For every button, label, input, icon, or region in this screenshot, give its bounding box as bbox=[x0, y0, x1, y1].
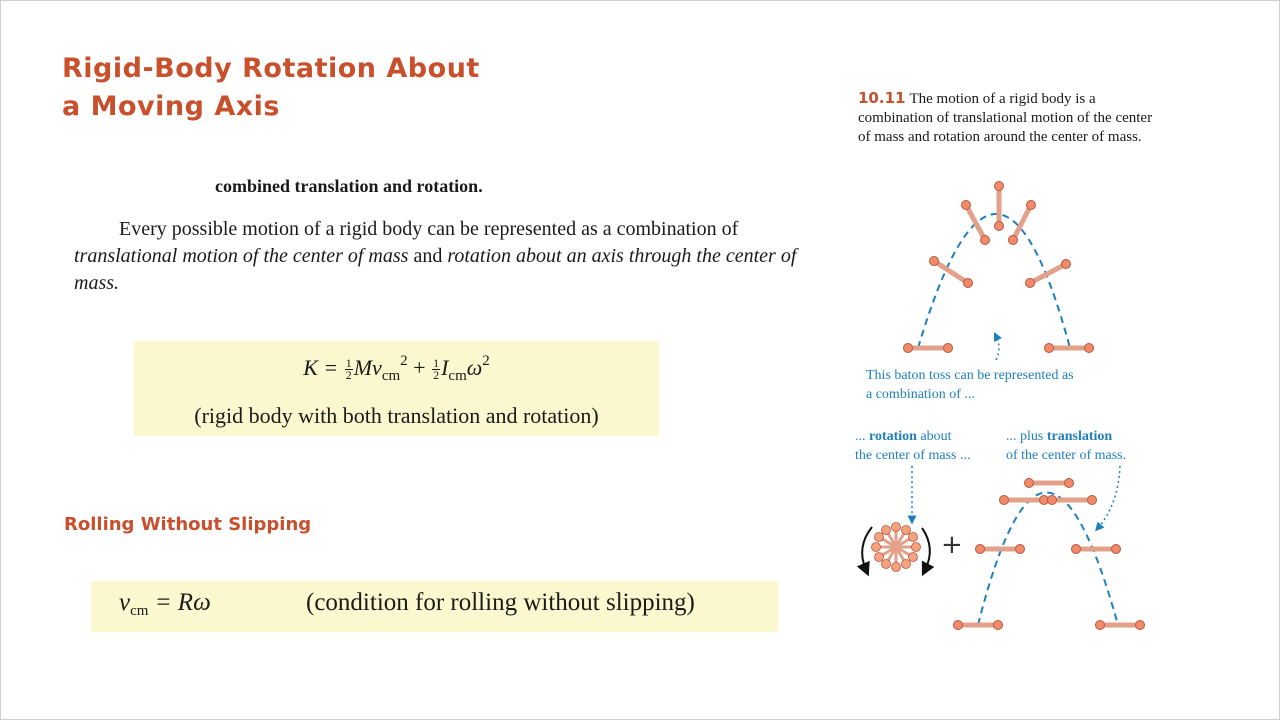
eq1-term2-sub: cm bbox=[448, 368, 467, 384]
baton-top-1-end-b bbox=[944, 344, 953, 353]
rotation-arrow-left bbox=[862, 527, 872, 570]
baton-bottom-1-end-a bbox=[954, 621, 963, 630]
translation-annotation-arrow bbox=[1098, 466, 1120, 528]
eq2-rhs: = Rω bbox=[148, 589, 211, 616]
baton-top-1-end-a bbox=[904, 344, 913, 353]
title-line-1: Rigid-Body Rotation About bbox=[62, 53, 480, 84]
eq1-term2-sup: 2 bbox=[482, 353, 490, 369]
rolling-caption: (condition for rolling without slipping) bbox=[306, 589, 695, 616]
baton-toss-annotation-line-1: This baton toss can be represented as bbox=[866, 368, 1074, 383]
subheading: combined translation and rotation. bbox=[215, 176, 483, 196]
top-trajectory-path bbox=[918, 214, 1070, 348]
eq1-term2-omega: ω bbox=[466, 355, 483, 380]
paragraph-text-1: Every possible motion of a rigid body can be represented as a combination of bbox=[119, 218, 739, 240]
rotation-annotation-line-2: the center of mass ... bbox=[855, 448, 971, 463]
eq1-term1-sup: 2 bbox=[400, 353, 408, 369]
baton-top-3 bbox=[966, 205, 985, 240]
paragraph-italic-1: translational motion of the center of mass bbox=[74, 245, 409, 267]
baton-top-7-end-b bbox=[1085, 344, 1094, 353]
paragraph-text-2: and bbox=[408, 245, 448, 267]
baton-bottom-1-end-b bbox=[994, 621, 1003, 630]
eq1-frac2-den: 2 bbox=[433, 368, 440, 383]
baton-bottom-6-end-b bbox=[1112, 545, 1121, 554]
translation-annotation-prefix: ... plus bbox=[1006, 429, 1047, 444]
baton-top-5-end-a bbox=[1027, 201, 1036, 210]
baton-top-5-end-b bbox=[1009, 236, 1018, 245]
baton-toss-annotation bbox=[866, 366, 1074, 404]
baton-bottom-5-end-a bbox=[1048, 496, 1057, 505]
paragraph-italic-2: rotation about an axis through the center of mass. bbox=[74, 245, 797, 294]
baton-top-3-end-a bbox=[962, 201, 971, 210]
figure-number: 10.11 bbox=[858, 89, 906, 107]
baton-top-2 bbox=[934, 261, 968, 283]
baton-top-6-end-a bbox=[1062, 260, 1071, 269]
rotation-annotation-rest: about bbox=[916, 429, 952, 444]
translation-annotation bbox=[1006, 427, 1126, 465]
baton-top-6 bbox=[1030, 264, 1066, 283]
eq1-term2-var: I bbox=[441, 355, 449, 380]
eq2-lhs-sub: cm bbox=[130, 603, 149, 619]
baton-bottom-2-end-a bbox=[976, 545, 985, 554]
baton-top-2-end-b bbox=[964, 279, 973, 288]
kinetic-energy-caption: (rigid body with both translation and rotation) bbox=[194, 403, 599, 428]
baton-top-2-end-a bbox=[930, 257, 939, 266]
eq1-term1-var: Mv bbox=[353, 355, 382, 380]
bottom-trajectory-path bbox=[978, 493, 1118, 626]
baton-top-4-end-a bbox=[995, 182, 1004, 191]
top-annotation-arrow bbox=[996, 336, 999, 360]
rotation-annotation bbox=[855, 427, 970, 465]
eq1-lhs: K = bbox=[303, 355, 344, 380]
title-line-2: a Moving Axis bbox=[62, 91, 280, 122]
rotation-annotation-bold: rotation bbox=[869, 429, 917, 444]
baton-bottom-5-end-b bbox=[1088, 496, 1097, 505]
eq1-frac1-den: 2 bbox=[345, 368, 352, 383]
baton-bottom-4-end-b bbox=[1065, 479, 1074, 488]
rotation-annotation-prefix: ... bbox=[855, 429, 869, 444]
eq1-frac2-num: 1 bbox=[433, 356, 440, 371]
eq2-lhs-var: v bbox=[119, 589, 131, 616]
baton-top-4-end-b bbox=[995, 222, 1004, 231]
baton-bottom-3-end-a bbox=[1000, 496, 1009, 505]
rotation-rosette bbox=[872, 523, 921, 572]
baton-bottom-6-end-a bbox=[1072, 545, 1081, 554]
baton-bottom-2-end-b bbox=[1016, 545, 1025, 554]
baton-toss-annotation-line-2: a combination of ... bbox=[866, 387, 975, 402]
baton-top-7-end-a bbox=[1045, 344, 1054, 353]
eq1-term1-sub: cm bbox=[381, 368, 401, 384]
baton-top-3-end-b bbox=[981, 236, 990, 245]
baton-bottom-7-end-a bbox=[1096, 621, 1105, 630]
translation-annotation-bold: translation bbox=[1046, 429, 1113, 444]
rolling-section-title: Rolling Without Slipping bbox=[64, 514, 312, 535]
rotation-arrow-right bbox=[922, 528, 930, 570]
baton-top-6-end-b bbox=[1026, 279, 1035, 288]
baton-bottom-4-end-a bbox=[1025, 479, 1034, 488]
eq1-frac1-num: 1 bbox=[345, 356, 352, 371]
baton-bottom-7-end-b bbox=[1136, 621, 1145, 630]
plus-sign: + bbox=[941, 530, 963, 560]
figure-caption-text: The motion of a rigid body is a combination of translational motion of the center of mass and rotation around the center of mass. bbox=[858, 91, 1153, 145]
translation-annotation-line-2: of the center of mass. bbox=[1006, 448, 1127, 463]
eq1-plus: + bbox=[407, 355, 432, 380]
